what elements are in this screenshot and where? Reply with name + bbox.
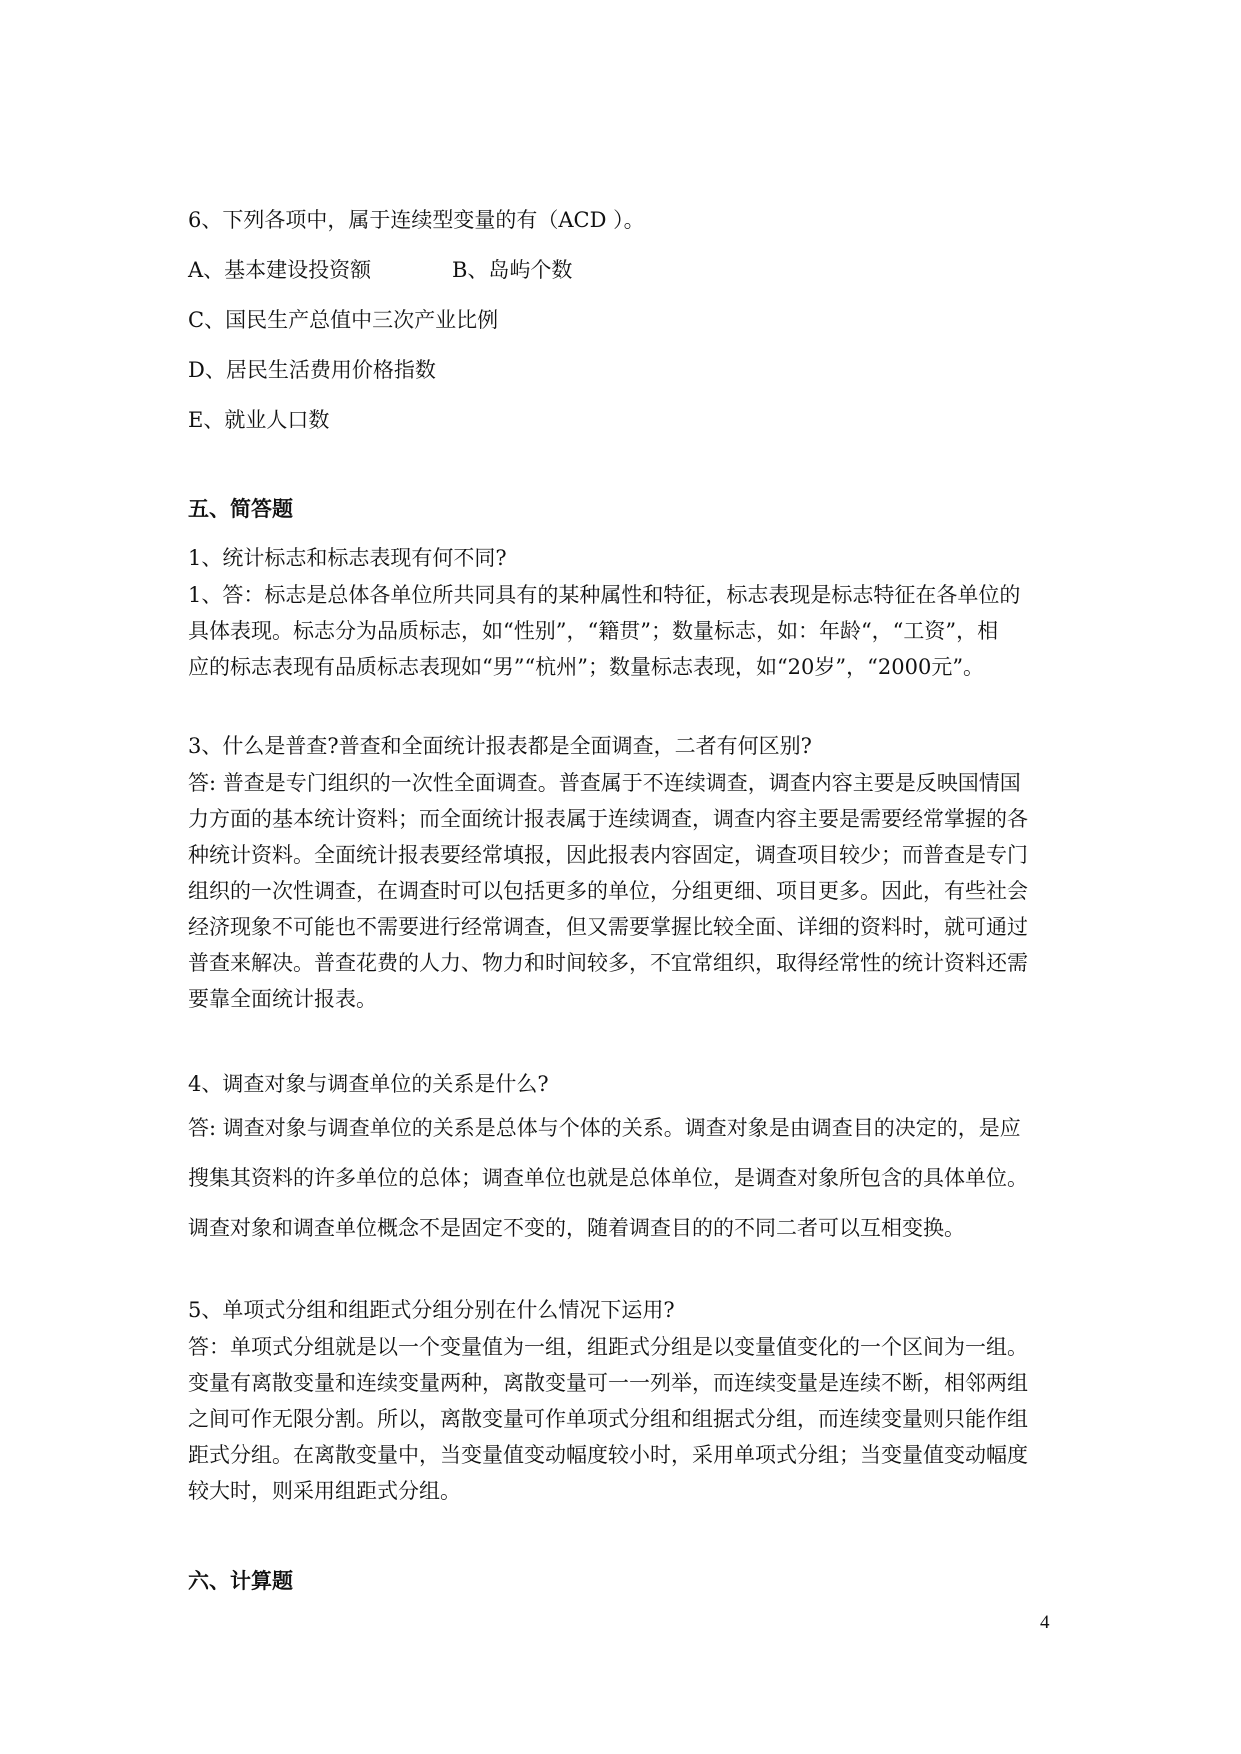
answer-line: 组织的一次性调查，在调查时可以包括更多的单位，分组更细、项目更多。因此，有些社会 <box>188 879 1028 903</box>
q6-option-c: C、国民生产总值中三次产业比例 <box>188 308 499 332</box>
answer-line: 1、答：标志是总体各单位所共同具有的某种属性和特征，标志表现是标志特征在各单位的 <box>188 583 1021 607</box>
section-5-title: 五、简答题 <box>188 497 293 521</box>
answer-3 <box>188 765 1058 1017</box>
answer-line: 答: 调查对象与调查单位的关系是总体与个体的关系。调查对象是由调查目的决定的，是应 <box>188 1116 1021 1140</box>
answer-line: 之间可作无限分割。所以，离散变量可作单项式分组和组据式分组，而连续变量则只能作组 <box>188 1407 1028 1431</box>
answer-line: 答: 普查是专门组织的一次性全面调查。普查属于不连续调查，调查内容主要是反映国情国 <box>188 771 1021 795</box>
answer-line: 应的标志表现有品质标志表现如“男”“杭州”；数量标志表现，如“20岁”，“2000元”。 <box>188 655 985 679</box>
question-3: 3、什么是普查?普查和全面统计报表都是全面调查，二者有何区别? <box>188 734 812 758</box>
answer-5 <box>188 1329 1058 1509</box>
answer-line: 要靠全面统计报表。 <box>188 987 377 1011</box>
page-content <box>188 205 1058 1595</box>
answer-4 <box>188 1103 1058 1253</box>
section-6-title: 六、计算题 <box>188 1569 293 1593</box>
q6-option-a: A、基本建设投资额 <box>188 258 372 282</box>
q6-options-ab <box>188 255 1058 285</box>
section-5-item-1 <box>188 543 1058 685</box>
answer-line: 搜集其资料的许多单位的总体；调查单位也就是总体单位，是调查对象所包含的具体单位。 <box>188 1166 1028 1190</box>
section-5-item-3 <box>188 731 1058 1017</box>
q6-stem: 6、下列各项中，属于连续型变量的有（ACD ）。 <box>188 208 645 232</box>
question-4: 4、调查对象与调查单位的关系是什么? <box>188 1072 549 1096</box>
answer-1 <box>188 577 1058 685</box>
answer-line: 具体表现。标志分为品质标志，如“性别”，“籍贯”；数量标志，如：年龄“，“工资”，相 <box>188 619 999 643</box>
answer-line: 经济现象不可能也不需要进行经常调查，但又需要掌握比较全面、详细的资料时，就可通过 <box>188 915 1028 939</box>
q6-option-e: E、就业人口数 <box>188 408 330 432</box>
answer-line: 普查来解决。普查花费的人力、物力和时间较多，不宜常组织，取得经常性的统计资料还需 <box>188 951 1028 975</box>
answer-line: 距式分组。在离散变量中，当变量值变动幅度较小时，采用单项式分组；当变量值变动幅度 <box>188 1443 1028 1467</box>
section-5-item-4 <box>188 1069 1058 1253</box>
answer-line: 较大时，则采用组距式分组。 <box>188 1479 461 1503</box>
answer-line: 力方面的基本统计资料；而全面统计报表属于连续调查，调查内容主要是需要经常掌握的各 <box>188 807 1028 831</box>
q6-option-b: B、岛屿个数 <box>452 258 573 282</box>
answer-line: 调查对象和调查单位概念不是固定不变的，随着调查目的的不同二者可以互相变换。 <box>188 1216 965 1240</box>
answer-line: 种统计资料。全面统计报表要经常填报，因此报表内容固定，调查项目较少；而普查是专门 <box>188 843 1028 867</box>
question-1: 1、统计标志和标志表现有何不同? <box>188 546 507 570</box>
q6-option-d: D、居民生活费用价格指数 <box>188 358 436 382</box>
answer-line: 答：单项式分组就是以一个变量值为一组，组距式分组是以变量值变化的一个区间为一组。 <box>188 1335 1028 1359</box>
page-number: 4 <box>1040 1612 1050 1633</box>
question-5: 5、单项式分组和组距式分组分别在什么情况下运用? <box>188 1298 675 1322</box>
answer-line: 变量有离散变量和连续变量两种，离散变量可一一列举，而连续变量是连续不断，相邻两组 <box>188 1371 1028 1395</box>
section-5-item-5 <box>188 1295 1058 1509</box>
